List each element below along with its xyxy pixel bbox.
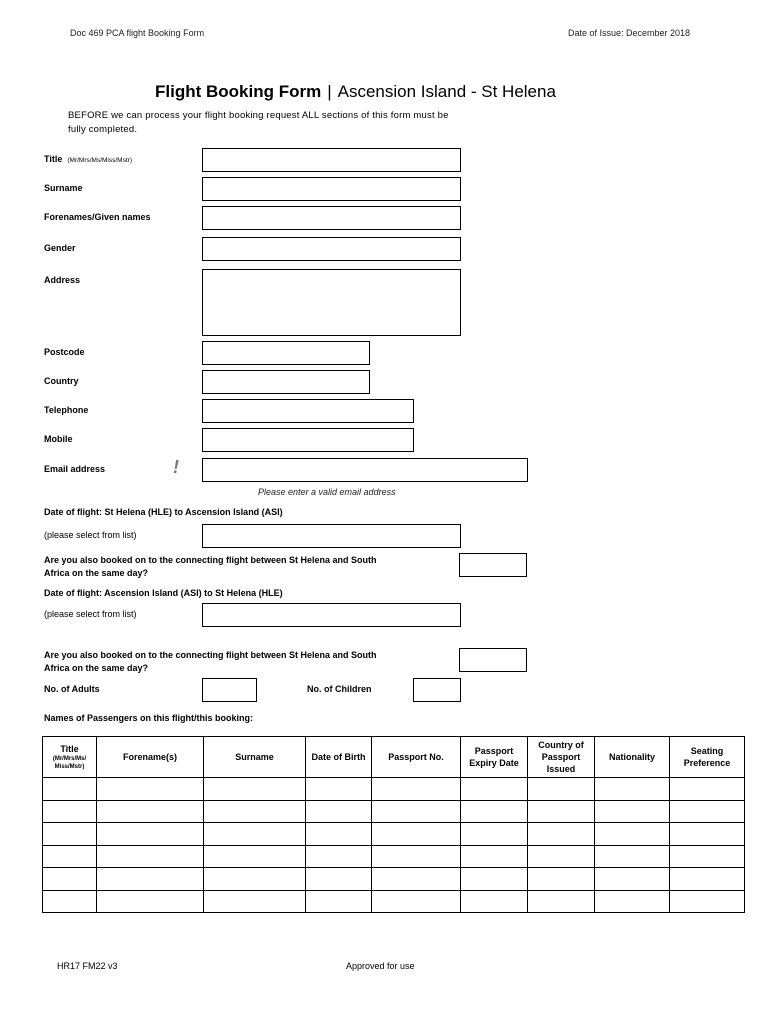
cell-forename[interactable] (97, 800, 204, 823)
cell-dob[interactable] (306, 823, 372, 846)
cell-title[interactable] (43, 890, 97, 913)
forenames-label: Forenames/Given names (44, 212, 151, 222)
cell-passport-no[interactable] (372, 778, 461, 801)
col-title-sub1: (Mr/Mrs/Ms/ (52, 756, 87, 762)
document-reference: Doc 469 PCA flight Booking Form (70, 28, 205, 38)
passenger-table (42, 736, 745, 913)
title-label-text: Title (44, 154, 63, 164)
return-date-select[interactable] (202, 603, 461, 627)
col-country-line2: Passport (541, 752, 581, 762)
outbound-date-select[interactable] (202, 524, 461, 548)
cell-passport-no[interactable] (372, 823, 461, 846)
warning-icon: ! (173, 457, 179, 477)
title-hint: (Mr/Mrs/Ms/Miss/Mstr) (67, 157, 132, 164)
children-label: No. of Children (307, 684, 372, 694)
cell-nationality[interactable] (595, 800, 670, 823)
address-input[interactable] (202, 269, 461, 336)
cell-passport-no[interactable] (372, 890, 461, 913)
cell-surname[interactable] (204, 868, 306, 891)
col-expiry (461, 737, 528, 778)
title-label (44, 154, 132, 164)
cell-title[interactable] (43, 845, 97, 868)
cell-country[interactable] (528, 890, 595, 913)
cell-forename[interactable] (97, 868, 204, 891)
title-separator: | (327, 82, 332, 101)
gender-label: Gender (44, 243, 76, 253)
col-dob: Date of Birth (306, 737, 372, 778)
forenames-input[interactable] (202, 206, 461, 230)
cell-forename[interactable] (97, 845, 204, 868)
cell-surname[interactable] (204, 778, 306, 801)
cell-dob[interactable] (306, 778, 372, 801)
cell-seating[interactable] (670, 845, 745, 868)
cell-title[interactable] (43, 868, 97, 891)
surname-input[interactable] (202, 177, 461, 201)
cell-expiry[interactable] (461, 890, 528, 913)
cell-seating[interactable] (670, 868, 745, 891)
cell-nationality[interactable] (595, 890, 670, 913)
cell-surname[interactable] (204, 845, 306, 868)
col-seating-line2: Preference (683, 758, 731, 768)
table-row (43, 823, 745, 846)
email-label: Email address (44, 464, 106, 474)
cell-seating[interactable] (670, 890, 745, 913)
cell-seating[interactable] (670, 800, 745, 823)
return-flight-label: Date of flight: Ascension Island (ASI) to St Helena (HLE) (44, 588, 283, 598)
outbound-select-hint: (please select from list) (44, 530, 137, 540)
postcode-input[interactable] (202, 341, 370, 365)
cell-seating[interactable] (670, 778, 745, 801)
col-title-sub2: Miss/Mstr) (54, 764, 85, 770)
cell-expiry[interactable] (461, 778, 528, 801)
table-row (43, 890, 745, 913)
cell-nationality[interactable] (595, 823, 670, 846)
outbound-flight-label: Date of flight: St Helena (HLE) to Ascension Island (ASI) (44, 507, 283, 517)
surname-label: Surname (44, 183, 83, 193)
approval-status: Approved for use (346, 961, 415, 971)
cell-nationality[interactable] (595, 868, 670, 891)
children-input[interactable] (413, 678, 461, 702)
route-title: Ascension Island - St Helena (337, 82, 556, 101)
cell-nationality[interactable] (595, 845, 670, 868)
passengers-label: Names of Passengers on this flight/this booking: (44, 713, 254, 723)
table-row (43, 778, 745, 801)
col-country (528, 737, 595, 778)
outbound-connecting-input[interactable] (459, 553, 527, 577)
table-row (43, 800, 745, 823)
address-label: Address (44, 275, 81, 285)
cell-expiry[interactable] (461, 823, 528, 846)
cell-forename[interactable] (97, 778, 204, 801)
return-connecting-input[interactable] (459, 648, 527, 672)
col-seating-line1: Seating (690, 746, 724, 756)
cell-forename[interactable] (97, 823, 204, 846)
col-nationality: Nationality (595, 737, 670, 778)
table-row (43, 845, 745, 868)
outbound-connecting-question: Are you also booked on to the connecting flight between St Helena and South Africa on the same day? (44, 555, 377, 578)
email-input[interactable] (202, 458, 528, 482)
cell-forename[interactable] (97, 890, 204, 913)
col-surname: Surname (204, 737, 306, 778)
col-passport-no: Passport No. (372, 737, 461, 778)
cell-dob[interactable] (306, 890, 372, 913)
cell-passport-no[interactable] (372, 845, 461, 868)
return-select-hint: (please select from list) (44, 609, 137, 619)
title-input[interactable] (202, 148, 461, 172)
cell-expiry[interactable] (461, 868, 528, 891)
postcode-label: Postcode (44, 347, 85, 357)
col-country-line3: Issued (546, 764, 576, 774)
cell-country[interactable] (528, 868, 595, 891)
mobile-label: Mobile (44, 434, 73, 444)
country-input[interactable] (202, 370, 370, 394)
cell-surname[interactable] (204, 823, 306, 846)
cell-dob[interactable] (306, 845, 372, 868)
form-code: HR17 FM22 v3 (57, 961, 118, 971)
return-connecting-question: Are you also booked on to the connecting flight between St Helena and South Africa on the same day? (44, 650, 377, 673)
cell-country[interactable] (528, 778, 595, 801)
cell-dob[interactable] (306, 800, 372, 823)
table-row (43, 868, 745, 891)
intro-text: BEFORE we can process your flight booking request ALL sections of this form must be fully completed. (68, 110, 449, 135)
page-title (155, 82, 556, 102)
cell-surname[interactable] (204, 800, 306, 823)
cell-dob[interactable] (306, 868, 372, 891)
cell-country[interactable] (528, 845, 595, 868)
passenger-table-header (43, 737, 745, 778)
issue-date: Date of Issue: December 2018 (568, 28, 691, 38)
cell-surname[interactable] (204, 890, 306, 913)
form-title: Flight Booking Form (155, 82, 322, 101)
telephone-input[interactable] (202, 399, 414, 423)
telephone-label: Telephone (44, 405, 89, 415)
country-label: Country (44, 376, 79, 386)
col-country-line1: Country of (538, 740, 584, 750)
cell-title[interactable] (43, 778, 97, 801)
cell-expiry[interactable] (461, 845, 528, 868)
col-expiry-line1: Passport (474, 746, 514, 756)
col-title-text: Title (60, 744, 79, 754)
col-expiry-line2: Expiry Date (469, 758, 519, 768)
cell-title[interactable] (43, 823, 97, 846)
cell-nationality[interactable] (595, 778, 670, 801)
col-forename: Forename(s) (97, 737, 204, 778)
cell-country[interactable] (528, 823, 595, 846)
adults-label: No. of Adults (44, 684, 100, 694)
adults-input[interactable] (202, 678, 257, 702)
cell-passport-no[interactable] (372, 868, 461, 891)
col-title (43, 737, 97, 778)
col-seating (670, 737, 745, 778)
mobile-input[interactable] (202, 428, 414, 452)
cell-seating[interactable] (670, 823, 745, 846)
gender-input[interactable] (202, 237, 461, 261)
cell-country[interactable] (528, 800, 595, 823)
cell-passport-no[interactable] (372, 800, 461, 823)
email-hint: Please enter a valid email address (258, 487, 396, 497)
cell-expiry[interactable] (461, 800, 528, 823)
cell-title[interactable] (43, 800, 97, 823)
